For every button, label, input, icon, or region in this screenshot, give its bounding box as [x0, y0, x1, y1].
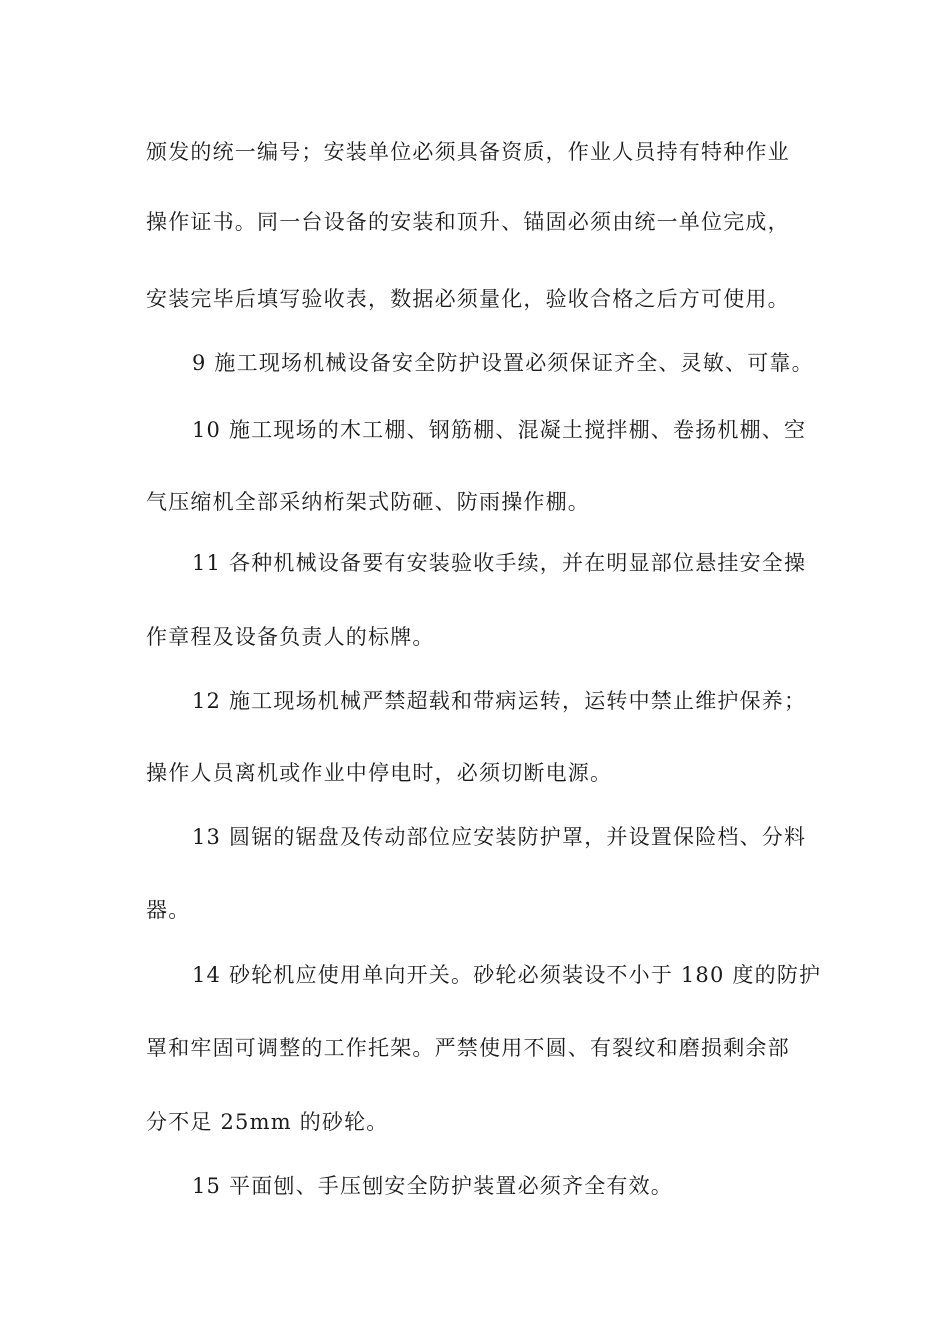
text-line: 操作证书。同一台设备的安装和顶升、锚固必须由统一单位完成， — [146, 210, 790, 234]
paragraph-15: 15 平面刨、手压刨安全防护装置必须齐全有效。 — [192, 1174, 673, 1198]
text-line: 颁发的统一编号；安装单位必须具备资质，作业人员持有特种作业 — [146, 140, 790, 164]
text-line: 安装完毕后填写验收表，数据必须量化，验收合格之后方可使用。 — [146, 287, 790, 311]
paragraph-9: 9 施工现场机械设备安全防护设置必须保证齐全、灵敏、可靠。 — [192, 351, 814, 375]
paragraph-11: 11 各种机械设备要有安装验收手续，并在明显部位悬挂安全操 — [192, 551, 807, 575]
text-line: 器。 — [146, 898, 191, 922]
paragraph-14: 14 砂轮机应使用单向开关。砂轮必须装设不小于 180 度的防护 — [192, 963, 822, 987]
text-line: 气压缩机全部采纳桁架式防砸、防雨操作棚。 — [146, 490, 590, 514]
text-line: 分不足 25mm 的砂轮。 — [146, 1110, 389, 1134]
paragraph-12: 12 施工现场机械严禁超载和带病运转，运转中禁止维护保养； — [192, 689, 807, 713]
paragraph-13: 13 圆锯的锯盘及传动部位应安装防护罩，并设置保险档、分料 — [192, 825, 807, 849]
text-line: 操作人员离机或作业中停电时，必须切断电源。 — [146, 761, 613, 785]
paragraph-10: 10 施工现场的木工棚、钢筋棚、混凝土搅拌棚、卷扬机棚、空 — [192, 418, 807, 442]
text-line: 罩和牢固可调整的工作托架。严禁使用不圆、有裂纹和磨损剩余部 — [146, 1036, 790, 1060]
text-line: 作章程及设备负责人的标牌。 — [146, 625, 435, 649]
